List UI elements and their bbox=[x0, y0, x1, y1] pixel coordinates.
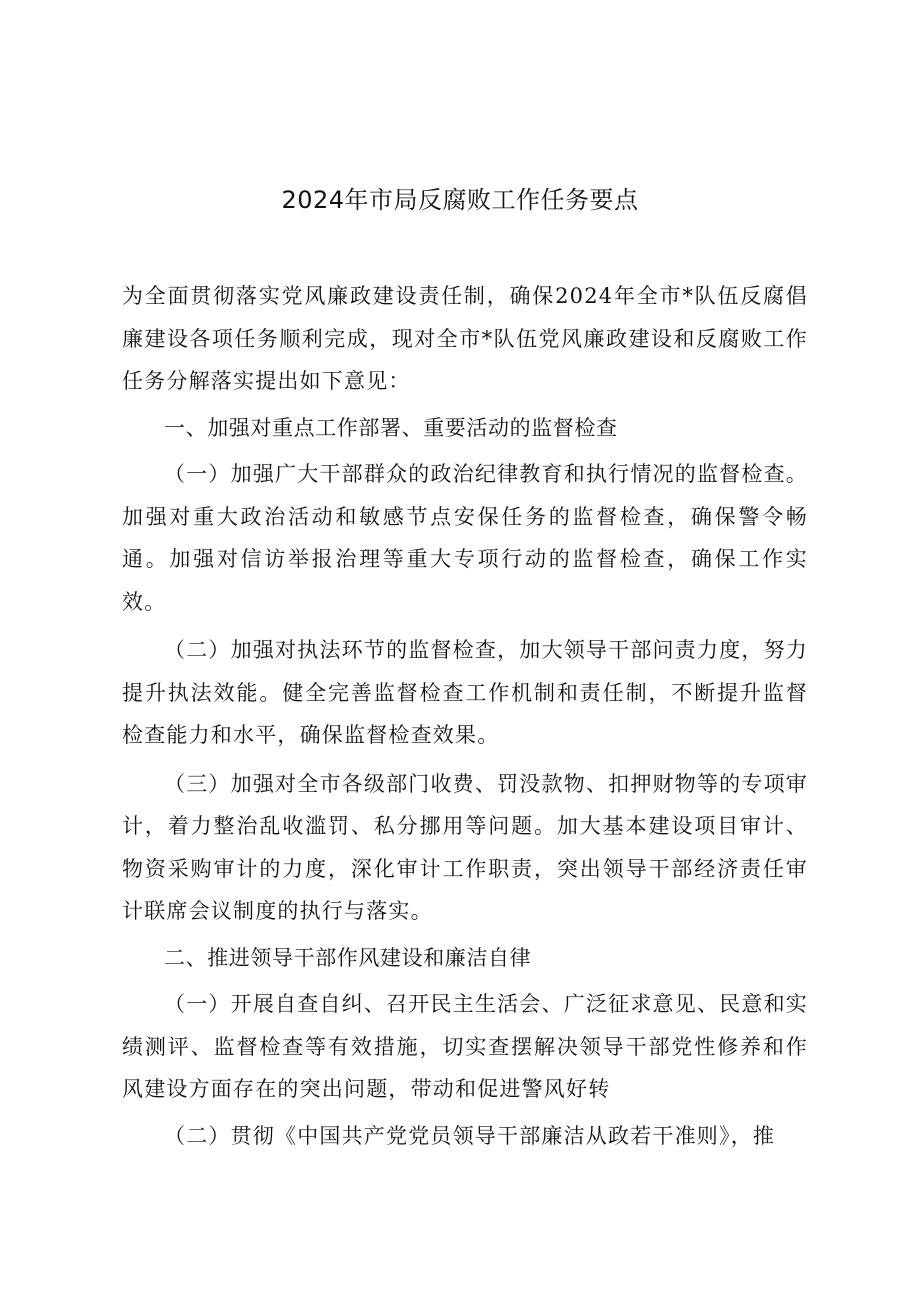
section-2-item-1: （一）开展自查自纠、召开民主生活会、广泛征求意见、民意和实绩测评、监督检查等有效措施，切实查摆解决领导干部党性修养和作风建设方面存在的突出问题，带动和促进警风好转 bbox=[122, 992, 808, 1101]
document-body bbox=[122, 275, 808, 1157]
document-title: 2024年市局反腐败工作任务要点 bbox=[281, 186, 639, 214]
section-1-item-3: （三）加强对全市各级部门收费、罚没款物、扣押财物等的专项审计，着力整治乱收滥罚、私分挪用等问题。加大基本建设项目审计、物资采购审计的力度，深化审计工作职责，突出领导干部经济责任审计联席会议制度的执行与落实。 bbox=[122, 771, 808, 923]
section-2-heading: 二、推进领导干部作风建设和廉洁自律 bbox=[164, 945, 532, 970]
section-2-item-2: （二）贯彻《中国共产党党员领导干部廉洁从政若干准则》，推 bbox=[164, 1123, 776, 1148]
intro-paragraph: 为全面贯彻落实党风廉政建设责任制，确保2024年全市*队伍反腐倡廉建设各项任务顺利完成，现对全市*队伍党风廉政建设和反腐败工作任务分解落实提出如下意见： bbox=[122, 284, 808, 393]
section-1-heading: 一、加强对重点工作部署、重要活动的监督检查 bbox=[164, 415, 618, 440]
section-1-item-2: （二）加强对执法环节的监督检查，加大领导干部问责力度，努力提升执法效能。健全完善监督检查工作机制和责任制，不断提升监督检查能力和水平，确保监督检查效果。 bbox=[122, 638, 808, 747]
section-1-item-1: （一）加强广大干部群众的政治纪律教育和执行情况的监督检查。加强对重大政治活动和敏感节点安保任务的监督检查，确保警令畅通。加强对信访举报治理等重大专项行动的监督检查，确保工作实效。 bbox=[122, 462, 808, 614]
